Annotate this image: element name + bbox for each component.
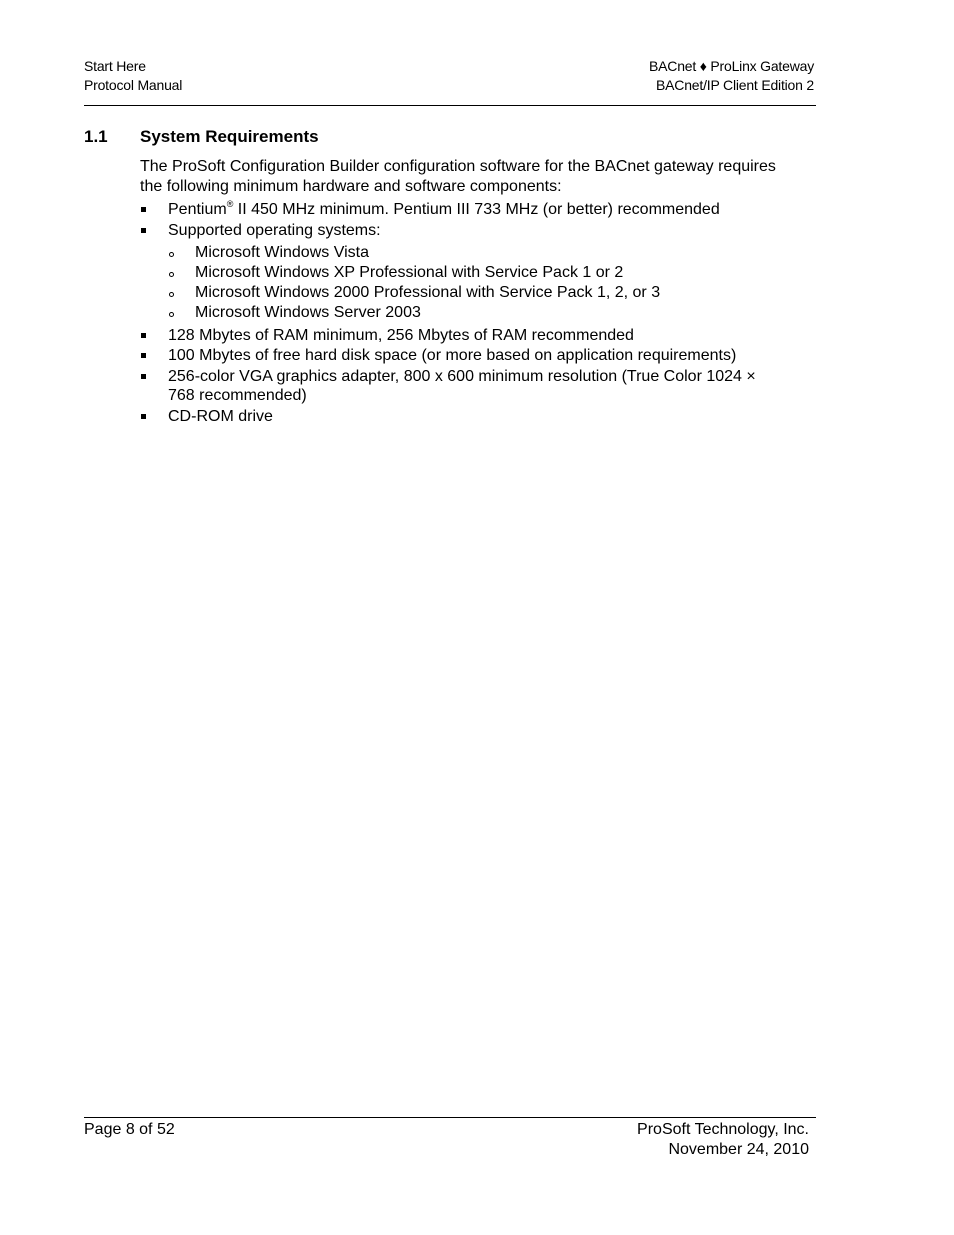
list-item [140, 221, 780, 323]
list-item-text: Pentium [168, 201, 227, 218]
header-left [84, 57, 182, 95]
os-sublist [168, 243, 780, 323]
circle-bullet-icon [169, 292, 174, 297]
circle-bullet-icon [169, 272, 174, 277]
header-edition: BACnet/IP Client Edition 2 [656, 77, 814, 93]
intro-paragraph: The ProSoft Configuration Builder configuration software for the BACnet gateway requires the following minimum hardware and software components: [140, 158, 776, 195]
section-title-row [84, 126, 804, 148]
sub-list-item-text: Microsoft Windows Vista [195, 244, 369, 261]
sub-list-item [168, 243, 780, 263]
list-item-text-cont: II 450 MHz minimum. Pentium III 733 MHz (or better) recommended [233, 201, 720, 218]
sub-list-item-text: Microsoft Windows XP Professional with Service Pack 1 or 2 [195, 264, 624, 281]
section-body [140, 157, 780, 427]
header-doc-section: Start Here [84, 58, 146, 74]
sub-list-item-text: Microsoft Windows Server 2003 [195, 304, 421, 321]
list-item-text: CD-ROM drive [168, 407, 273, 425]
square-bullet-icon [141, 333, 146, 338]
header-right [649, 57, 814, 95]
circle-bullet-icon [169, 312, 174, 317]
list-item [140, 346, 780, 366]
header-manual-name: Protocol Manual [84, 77, 183, 93]
list-item-text: Supported operating systems: [168, 221, 381, 239]
square-bullet-icon [141, 353, 146, 358]
list-item [140, 200, 780, 220]
page-footer [84, 1117, 816, 1158]
square-bullet-icon [141, 228, 146, 233]
requirements-list [140, 200, 780, 426]
list-item-text: 100 Mbytes of free hard disk space (or more based on application requirements) [168, 347, 737, 364]
sub-list-item [168, 263, 780, 283]
square-bullet-icon [141, 207, 146, 212]
page-header [84, 57, 816, 106]
list-item-text: 256-color VGA graphics adapter, 800 x 600 minimum resolution (True Color 1024 × 768 recommended) [168, 367, 756, 404]
registered-mark: ® [226, 198, 234, 209]
section-number: 1.1 [84, 127, 108, 146]
circle-bullet-icon [169, 252, 174, 257]
square-bullet-icon [141, 374, 146, 379]
header-product-name: BACnet ♦ ProLinx Gateway [649, 58, 814, 74]
list-item [140, 407, 780, 427]
list-item-text: 128 Mbytes of RAM minimum, 256 Mbytes of RAM recommended [168, 326, 634, 344]
publish-date: November 24, 2010 [668, 1140, 809, 1158]
list-item [140, 326, 780, 346]
company-name: ProSoft Technology, Inc. [637, 1121, 809, 1138]
list-item [140, 367, 780, 406]
page-number: Page 8 of 52 [84, 1121, 175, 1138]
section-title: System Requirements [140, 127, 319, 146]
square-bullet-icon [141, 414, 146, 419]
footer-right [637, 1120, 809, 1159]
sub-list-item [168, 283, 780, 303]
sub-list-item-text: Microsoft Windows 2000 Professional with Service Pack 1, 2, or 3 [195, 284, 661, 301]
sub-list-item [168, 303, 780, 323]
section-heading [84, 126, 804, 148]
